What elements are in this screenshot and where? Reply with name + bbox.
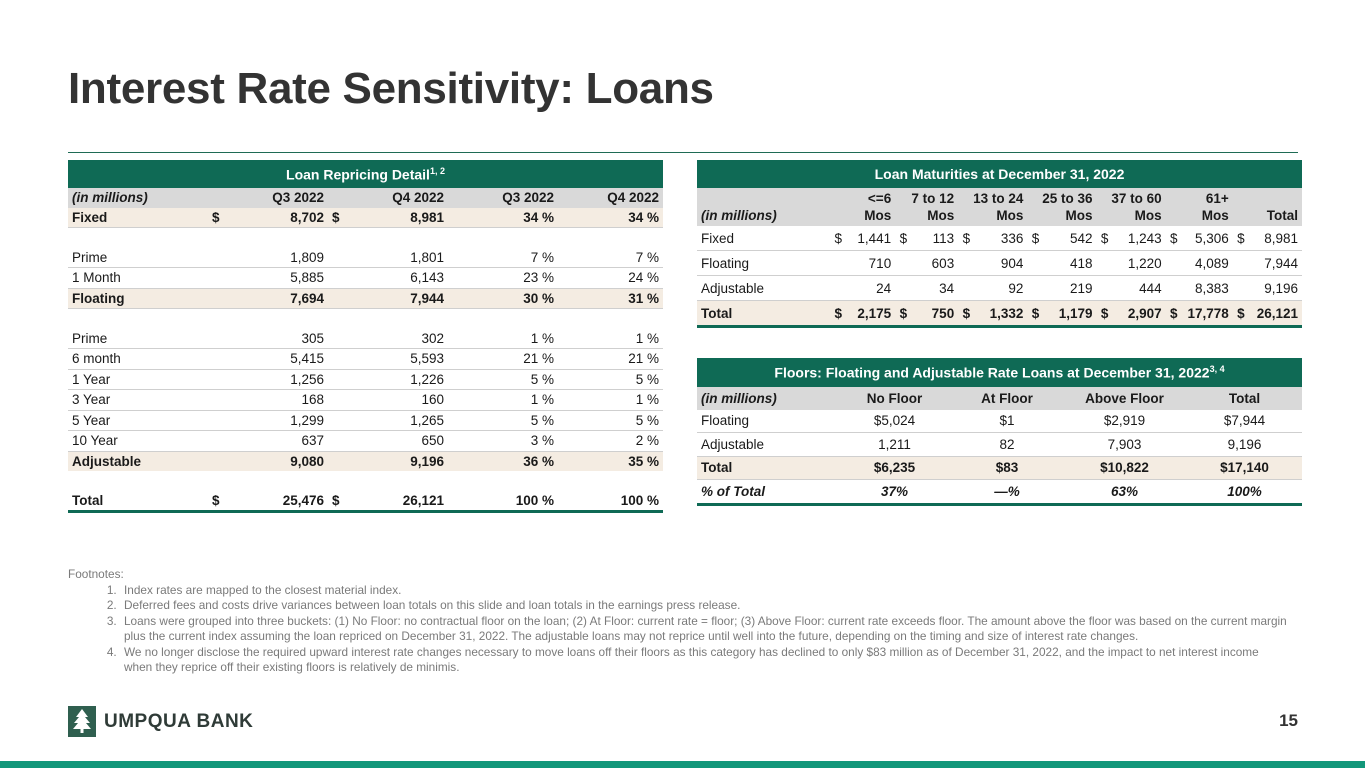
footnote-item: 3. Loans were grouped into three buckets: (1) No Floor: no contractual floor on the loan; (2) At Floor: current rate = floor; (3) Above Floor: current rate exceeds floor. The amount above the floor was based on the current margin plus the current index assuming the loan repriced on December 31, 2022. The adjustable loans may not reprice until well into the future, depending on the timing and size of interest rate changes. bbox=[120, 614, 1288, 645]
footnotes-title: Footnotes: bbox=[68, 567, 124, 581]
maturities-header: Loan Maturities at December 31, 2022 bbox=[697, 160, 1302, 188]
tree-icon bbox=[68, 706, 96, 737]
col-header-37-60mos: 37 to 60 Mos bbox=[1097, 188, 1166, 226]
col-header-61mos: 61+ Mos bbox=[1166, 188, 1233, 226]
page-title: Interest Rate Sensitivity: Loans bbox=[68, 64, 714, 113]
table-row: 5 Year 1,299 1,265 5 % 5 % bbox=[68, 410, 663, 431]
table-row: 1 Month 5,885 6,143 23 % 24 % bbox=[68, 268, 663, 289]
floors-table bbox=[697, 358, 1302, 506]
loan-repricing-table bbox=[68, 160, 663, 513]
table-row: Floating 710 603 904 418 1,220 4,089 7,944 bbox=[697, 251, 1302, 276]
col-header-label: (in millions) bbox=[697, 387, 837, 410]
col-header-q4-2022-amt: Q4 2022 bbox=[328, 188, 448, 208]
table-row: 3 Year 168 160 1 % 1 % bbox=[68, 390, 663, 411]
table-row-total: Total $ 25,476 $ 26,121 100 % 100 % bbox=[68, 491, 663, 512]
footnote-item: 1. Index rates are mapped to the closest material index. bbox=[120, 583, 1288, 599]
loan-maturities-table bbox=[697, 160, 1302, 328]
col-header-total: Total bbox=[1187, 387, 1302, 410]
table-row: Prime 305 302 1 % 1 % bbox=[68, 329, 663, 349]
col-header-13-24mos: 13 to 24 Mos bbox=[958, 188, 1027, 226]
col-header-25-36mos: 25 to 36 Mos bbox=[1027, 188, 1096, 226]
table-row: 1 Year 1,256 1,226 5 % 5 % bbox=[68, 369, 663, 390]
table-row: Adjustable 24 34 92 219 444 8,383 9,196 bbox=[697, 276, 1302, 301]
col-header-q3-2022-amt: Q3 2022 bbox=[208, 188, 328, 208]
table-row-percent: % of Total 37% —% 63% 100% bbox=[697, 480, 1302, 505]
bottom-accent-bar bbox=[0, 761, 1365, 768]
table-row-total: Total $ 2,175 $ 750 $ 1,332 $ 1,179 $ 2,907 $ 17,778 $ 26,121 bbox=[697, 301, 1302, 327]
col-header-total: Total bbox=[1233, 188, 1302, 226]
repricing-header: Loan Repricing Detail$^{1, 2}$ bbox=[68, 160, 663, 188]
col-header-label: (in millions) bbox=[697, 188, 830, 226]
logo-text: UMPQUA BANK bbox=[104, 710, 254, 732]
footnotes bbox=[68, 567, 1288, 676]
table-row: Fixed $ 8,702 $ 8,981 34 % 34 % bbox=[68, 208, 663, 228]
footnote-item: 2. Deferred fees and costs drive variances between loan totals on this slide and loan totals in the earnings press release. bbox=[120, 598, 1288, 614]
title-divider bbox=[68, 152, 1298, 153]
col-header-q3-2022-pct: Q3 2022 bbox=[448, 188, 558, 208]
col-header-at-floor: At Floor bbox=[952, 387, 1062, 410]
table-row: Adjustable 9,080 9,196 36 % 35 % bbox=[68, 451, 663, 471]
table-row: Prime 1,809 1,801 7 % 7 % bbox=[68, 248, 663, 268]
col-header-above-floor: Above Floor bbox=[1062, 387, 1187, 410]
table-row: Floating $5,024 $1 $2,919 $7,944 bbox=[697, 410, 1302, 433]
table-row: 10 Year 637 650 3 % 2 % bbox=[68, 431, 663, 452]
col-header-7-12mos: 7 to 12 Mos bbox=[895, 188, 958, 226]
table-row: Fixed $ 1,441 $ 113 $ 336 $ 542 $ 1,243 $ 5,306 $ 8,981 bbox=[697, 226, 1302, 251]
page-number: 15 bbox=[1279, 711, 1298, 730]
col-header-label: (in millions) bbox=[68, 188, 208, 208]
umpqua-logo bbox=[68, 706, 253, 737]
table-row: 6 month 5,415 5,593 21 % 21 % bbox=[68, 349, 663, 370]
table-row: Floating 7,694 7,944 30 % 31 % bbox=[68, 288, 663, 309]
col-header-q4-2022-pct: Q4 2022 bbox=[558, 188, 663, 208]
floors-header: Floors: Floating and Adjustable Rate Loans at December 31, 2022$^{3, 4}$ bbox=[697, 358, 1302, 387]
col-header-no-floor: No Floor bbox=[837, 387, 952, 410]
table-row-total: Total $6,235 $83 $10,822 $17,140 bbox=[697, 456, 1302, 480]
table-row: Adjustable 1,211 82 7,903 9,196 bbox=[697, 433, 1302, 457]
footnote-item: 4. We no longer disclose the required upward interest rate changes necessary to move loans off their floors as this category has declined to only $83 million as of December 31, 2022, and the impact to net interest income when they reprice off their existing floors is relatively de minimis. bbox=[120, 645, 1288, 676]
col-header-6mos: <=6 Mos bbox=[830, 188, 895, 226]
